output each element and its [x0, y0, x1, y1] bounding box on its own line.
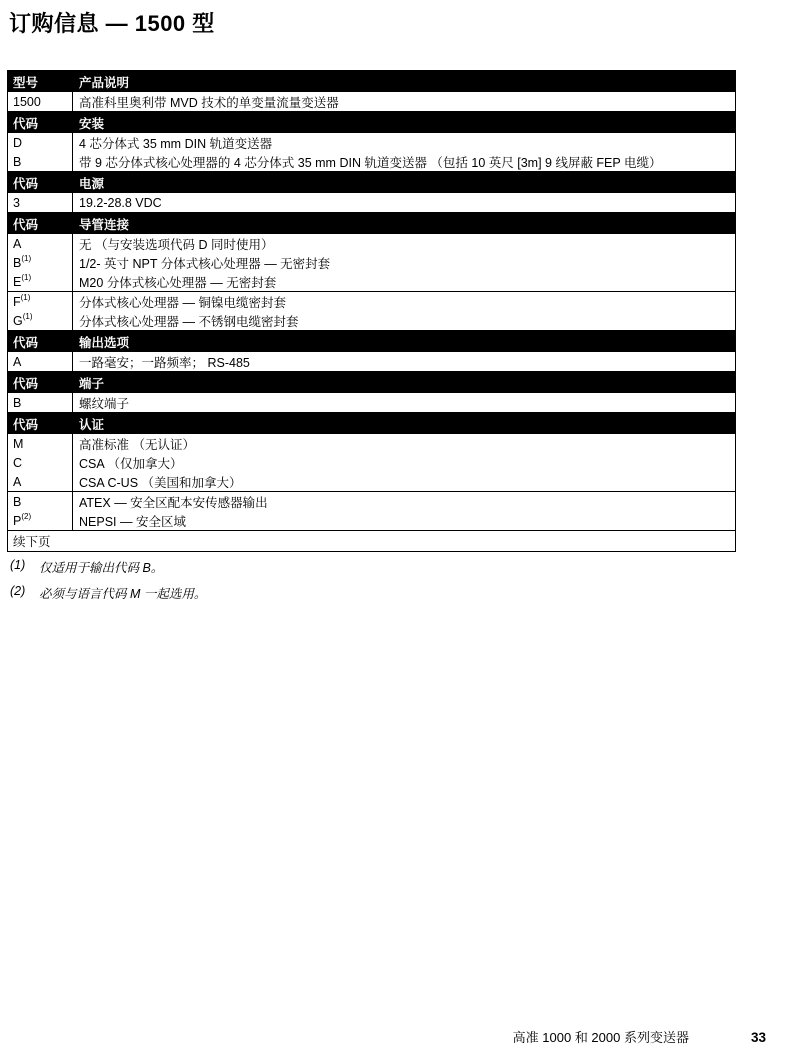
option-code: P (2)	[8, 511, 73, 530]
section-header-title: 电源	[79, 176, 105, 191]
section-header-row	[8, 413, 735, 434]
option-code-value: B	[13, 395, 22, 410]
section-header-row	[8, 213, 735, 234]
option-code-value: B	[13, 255, 22, 270]
option-row	[8, 472, 735, 491]
section-header-title: 导管连接	[79, 217, 130, 232]
option-description: CSA （仅加拿大）	[79, 456, 183, 471]
section-header-row	[8, 372, 735, 393]
option-description: 一路毫安；一路频率； RS-485	[79, 355, 250, 370]
option-description: 螺纹端子	[79, 396, 130, 411]
page-title: 订购信息 — 1500 型	[9, 11, 215, 36]
option-row	[8, 152, 735, 171]
section-header-title: 安装	[79, 116, 105, 131]
option-row	[8, 434, 735, 453]
option-code-value: C	[13, 455, 23, 470]
option-code	[8, 133, 73, 152]
option-row	[8, 193, 735, 212]
option-description: NEPSI — 安全区域	[79, 514, 186, 529]
option-group	[8, 352, 735, 372]
section-header-code-label: 代码	[13, 376, 39, 391]
footnote-2	[10, 584, 206, 602]
section-header-title: 端子	[79, 376, 105, 391]
option-description: 高准标准 （无认证）	[79, 437, 195, 452]
section-header-row	[8, 331, 735, 352]
footer-page-number: 33	[750, 1030, 766, 1045]
section-header-code-label: 代码	[13, 217, 39, 232]
option-code-value: B	[13, 154, 22, 169]
option-code-value: A	[13, 236, 22, 251]
option-description: 19.2-28.8 VDC	[79, 195, 162, 210]
footnote-2-marker: (2)	[10, 584, 26, 598]
option-row	[8, 234, 735, 253]
section-header-code-label: 代码	[13, 417, 39, 432]
option-code: G (1)	[8, 311, 73, 330]
option-code	[8, 234, 73, 253]
footnote-1-text: 仅适用于输出代码 B。	[39, 561, 164, 575]
option-row	[8, 253, 735, 272]
option-description: 4 芯分体式 35 mm DIN 轨道变送器	[79, 136, 273, 151]
section-header-title: 产品说明	[79, 75, 130, 90]
section-header-title: 认证	[79, 417, 105, 432]
option-description: 1/2- 英寸 NPT 分体式核心处理器 — 无密封套	[79, 256, 331, 271]
option-code	[8, 434, 73, 453]
option-description: M20 分体式核心处理器 — 无密封套	[79, 275, 277, 290]
footer-doc-title: 高准 1000 和 2000 系列变送器	[512, 1030, 689, 1045]
option-code: B (1)	[8, 253, 73, 272]
footnote-1-marker: (1)	[10, 558, 26, 572]
option-row	[8, 393, 735, 412]
option-code-value: P	[13, 513, 22, 528]
option-description: ATEX — 安全区配本安传感器输出	[79, 495, 268, 510]
option-code	[8, 472, 73, 491]
option-row	[8, 92, 735, 111]
order-table	[7, 70, 736, 552]
section-header-title: 输出选项	[79, 335, 130, 350]
option-row	[8, 492, 735, 511]
option-code-value: G	[13, 313, 23, 328]
section-header-code-label: 代码	[13, 176, 39, 191]
option-code	[8, 352, 73, 371]
option-group	[8, 434, 735, 492]
option-code	[8, 152, 73, 171]
option-code-value: B	[13, 494, 22, 509]
option-code	[8, 492, 73, 511]
option-code	[8, 453, 73, 472]
option-row	[8, 272, 735, 291]
option-group	[8, 133, 735, 172]
option-group	[8, 393, 735, 413]
footnotes	[10, 558, 206, 610]
option-description: 无 （与安装选项代码 D 同时使用）	[79, 237, 274, 252]
option-code	[8, 92, 73, 111]
option-row	[8, 292, 735, 311]
option-code-value: 1500	[13, 94, 41, 109]
option-row	[8, 133, 735, 152]
option-row	[8, 511, 735, 530]
option-code: E (1)	[8, 272, 73, 291]
option-code	[8, 393, 73, 412]
option-group	[8, 292, 735, 331]
footnote-2-text: 必须与语言代码 M 一起选用。	[39, 587, 207, 601]
option-code-value: E	[13, 274, 22, 289]
section-header-code-label: 代码	[13, 335, 39, 350]
option-group	[8, 234, 735, 292]
section-header-row	[8, 172, 735, 193]
option-group	[8, 193, 735, 213]
option-group	[8, 92, 735, 112]
section-header-code-label: 型号	[13, 75, 39, 90]
continuation-row: 续下页	[13, 535, 51, 549]
option-row	[8, 453, 735, 472]
option-row	[8, 352, 735, 371]
option-description: 分体式核心处理器 — 不锈钢电缆密封套	[79, 314, 299, 329]
section-header-row	[8, 71, 735, 92]
page-footer	[513, 1027, 766, 1046]
option-description: 高准科里奥利带 MVD 技术的单变量流量变送器	[79, 95, 339, 110]
section-header-row	[8, 112, 735, 133]
option-code: F (1)	[8, 292, 73, 311]
footnote-1	[10, 558, 206, 576]
option-code-value: M	[13, 436, 24, 451]
option-description: 分体式核心处理器 — 铜镍电缆密封套	[79, 295, 286, 310]
option-code-value: D	[13, 135, 23, 150]
option-description: 带 9 芯分体式核心处理器的 4 芯分体式 35 mm DIN 轨道变送器 （包括 10 英尺 [3m] 9 线屏蔽 FEP 电缆）	[79, 155, 662, 170]
option-code-value: A	[13, 474, 22, 489]
option-code-value: F	[13, 294, 21, 309]
option-code-value: A	[13, 354, 22, 369]
option-group	[8, 492, 735, 531]
option-code-value: 3	[13, 195, 20, 210]
option-code	[8, 193, 73, 212]
section-header-code-label: 代码	[13, 116, 39, 131]
option-description: CSA C-US （美国和加拿大）	[79, 475, 242, 490]
option-row	[8, 311, 735, 330]
